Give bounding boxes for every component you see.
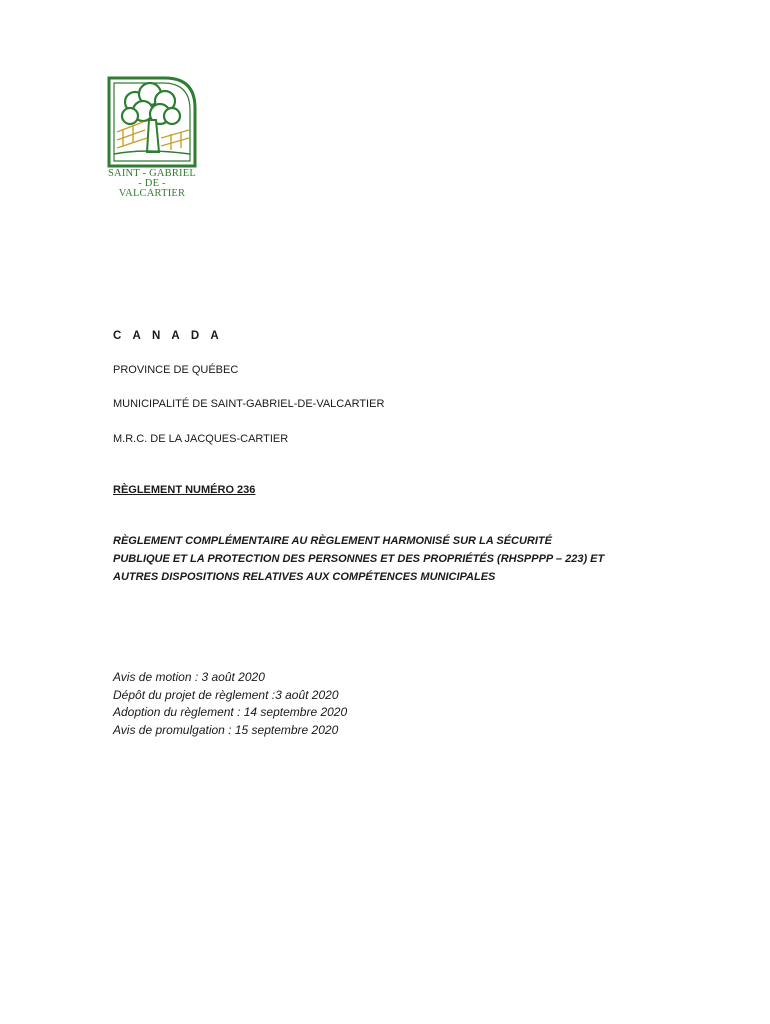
title-line: PUBLIQUE ET LA PROTECTION DES PERSONNES ET DES PROPRIÉTÉS (RHSPPPP – 223) ET xyxy=(113,553,605,565)
dates-list xyxy=(113,669,347,739)
tree-emblem-icon xyxy=(105,74,199,168)
date-item-depot: Dépôt du projet de règlement :3 août 2020 xyxy=(113,687,339,702)
municipality-logo xyxy=(105,74,199,200)
country-heading: C A N A D A xyxy=(113,330,223,342)
logo-text-line3: VALCARTIER xyxy=(118,188,186,199)
title-line: RÈGLEMENT COMPLÉMENTAIRE AU RÈGLEMENT HARMONISÉ SUR LA SÉCURITÉ xyxy=(113,535,552,547)
logo-text-line1: SAINT - GABRIEL xyxy=(108,168,196,179)
date-item-adoption: Adoption du règlement : 14 septembre 2020 xyxy=(113,705,348,719)
date-item-motion: Avis de motion : 3 août 2020 xyxy=(113,670,265,684)
logo-text-line2: - DE - xyxy=(138,178,166,189)
title-line: AUTRES DISPOSITIONS RELATIVES AUX COMPÉTENCES MUNICIPALES xyxy=(113,571,496,583)
reglement-title xyxy=(113,532,673,586)
reglement-number: RÈGLEMENT NUMÉRO 236 xyxy=(113,484,256,496)
date-item-promulgation: Avis de promulgation : 15 septembre 2020 xyxy=(113,722,339,737)
municipality-heading: MUNICIPALITÉ DE SAINT-GABRIEL-DE-VALCARTIER xyxy=(113,398,385,410)
mrc-heading: M.R.C. DE LA JACQUES-CARTIER xyxy=(113,433,289,445)
province-heading: PROVINCE DE QUÉBEC xyxy=(113,364,239,376)
